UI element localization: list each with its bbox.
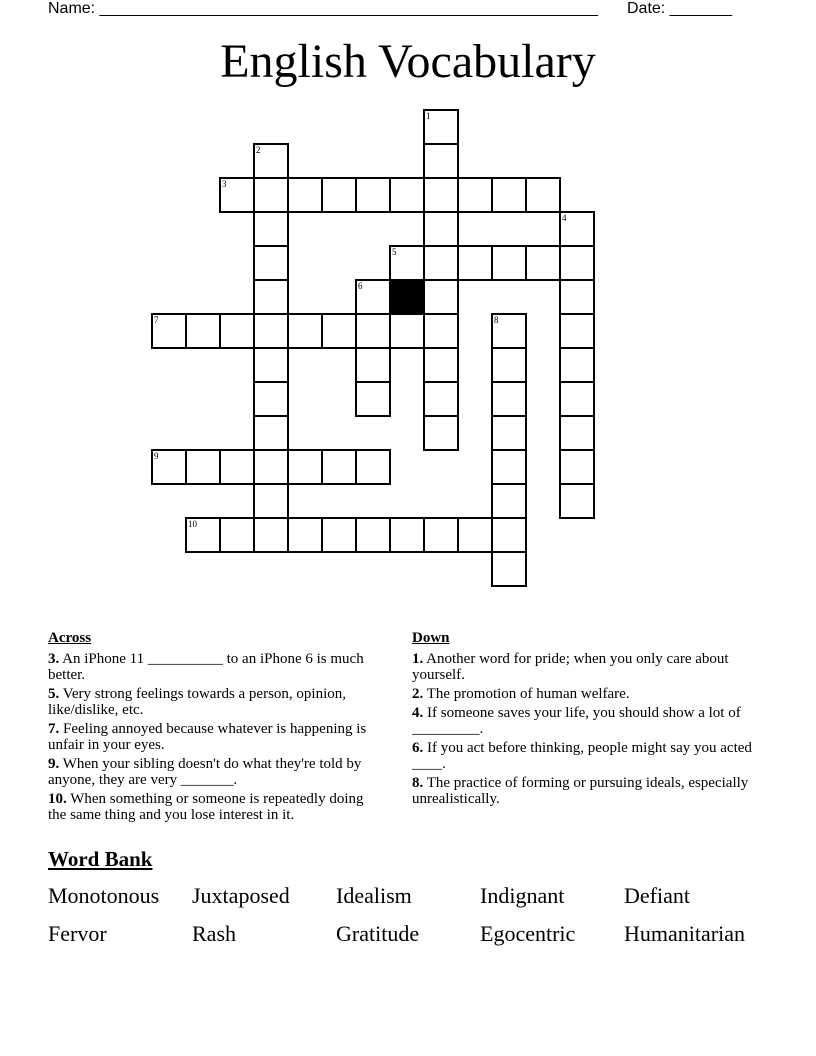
clue-number-label: 9. xyxy=(48,756,60,772)
word-bank-item: Rash xyxy=(192,921,236,946)
grid-cell[interactable] xyxy=(389,517,425,553)
grid-cell[interactable] xyxy=(253,245,289,281)
grid-cell[interactable] xyxy=(355,313,391,349)
grid-cell[interactable] xyxy=(491,483,527,519)
grid-cell[interactable] xyxy=(389,245,425,281)
grid-cell[interactable] xyxy=(423,109,459,145)
word-bank-item: Gratitude xyxy=(336,921,420,946)
grid-cell[interactable] xyxy=(559,279,595,315)
grid-cell[interactable] xyxy=(491,347,527,383)
clue-number-label: 10. xyxy=(48,791,67,807)
grid-cell[interactable] xyxy=(253,449,289,485)
clue-text: The promotion of human welfare. xyxy=(423,686,630,702)
black-cell xyxy=(389,279,425,315)
clue-number: 4 xyxy=(562,213,567,223)
grid-cell[interactable] xyxy=(287,449,323,485)
clue-number: 3 xyxy=(222,179,227,189)
clue-text: Another word for pride; when you only care about yourself. xyxy=(412,651,729,683)
across-clue xyxy=(48,791,383,823)
name-field[interactable]: Name: ________________________________________________________ xyxy=(48,0,598,17)
grid-cell[interactable] xyxy=(355,347,391,383)
grid-cell[interactable] xyxy=(423,517,459,553)
grid-cell[interactable] xyxy=(321,313,357,349)
grid-cell[interactable] xyxy=(457,517,493,553)
grid-cell[interactable] xyxy=(559,211,595,247)
down-heading: Down xyxy=(412,630,450,646)
clue-number: 8 xyxy=(494,315,499,325)
grid-cell[interactable] xyxy=(457,245,493,281)
grid-cell[interactable] xyxy=(525,177,561,213)
down-clues xyxy=(412,630,762,810)
clue-number: 10 xyxy=(188,519,197,529)
grid-cell[interactable] xyxy=(287,177,323,213)
clue-number: 1 xyxy=(426,111,431,121)
down-clue xyxy=(412,705,762,737)
grid-cell[interactable] xyxy=(559,381,595,417)
clue-number: 7 xyxy=(154,315,159,325)
grid-cell[interactable] xyxy=(355,279,391,315)
clue-number-label: 6. xyxy=(412,740,424,756)
grid-cell[interactable] xyxy=(423,279,459,315)
grid-cell[interactable] xyxy=(253,313,289,349)
grid-cell[interactable] xyxy=(491,551,527,587)
grid-cell[interactable] xyxy=(321,177,357,213)
grid-cell[interactable] xyxy=(185,517,221,553)
word-bank-item: Juxtaposed xyxy=(192,883,290,908)
clue-text: If someone saves your life, you should show a lot of _________. xyxy=(412,705,741,737)
clue-text: When something or someone is repeatedly doing the same thing and you lose interest in it. xyxy=(48,791,364,823)
down-clue xyxy=(412,740,762,772)
grid-cell[interactable] xyxy=(423,381,459,417)
grid-cell[interactable] xyxy=(559,245,595,281)
grid-cell[interactable] xyxy=(253,177,289,213)
grid-cell[interactable] xyxy=(423,415,459,451)
grid-cell[interactable] xyxy=(151,313,187,349)
clue-number: 9 xyxy=(154,451,159,461)
grid-cell[interactable] xyxy=(185,313,221,349)
across-heading: Across xyxy=(48,630,92,646)
clue-number-label: 4. xyxy=(412,705,424,721)
grid-cell[interactable] xyxy=(219,449,255,485)
grid-cell[interactable] xyxy=(219,517,255,553)
grid-cell[interactable] xyxy=(219,177,255,213)
across-clues xyxy=(48,630,383,826)
clue-number: 5 xyxy=(392,247,397,257)
grid-cell[interactable] xyxy=(559,347,595,383)
word-bank-item: Indignant xyxy=(480,883,565,908)
clue-number-label: 5. xyxy=(48,686,60,702)
grid-cell[interactable] xyxy=(253,143,289,179)
grid-cell[interactable] xyxy=(423,177,459,213)
grid-cell[interactable] xyxy=(559,415,595,451)
grid-cell[interactable] xyxy=(525,245,561,281)
grid-cell[interactable] xyxy=(423,143,459,179)
grid-cell[interactable] xyxy=(423,211,459,247)
grid-cell[interactable] xyxy=(559,449,595,485)
grid-cell[interactable] xyxy=(389,177,425,213)
clue-text: An iPhone 11 __________ to an iPhone 6 is much better. xyxy=(48,651,364,683)
grid-cell[interactable] xyxy=(355,381,391,417)
grid-cell[interactable] xyxy=(389,313,425,349)
grid-cell[interactable] xyxy=(559,313,595,349)
grid-cell[interactable] xyxy=(491,449,527,485)
grid-cell[interactable] xyxy=(219,313,255,349)
clue-text: When your sibling doesn't do what they're told by anyone, they are very _______. xyxy=(48,756,362,788)
across-clue xyxy=(48,686,383,718)
across-clue xyxy=(48,721,383,753)
clue-text: Feeling annoyed because whatever is happening is unfair in your eyes. xyxy=(48,721,367,753)
across-clue xyxy=(48,756,383,788)
word-bank-item: Fervor xyxy=(48,921,107,946)
grid-cell[interactable] xyxy=(253,483,289,519)
clue-text: If you act before thinking, people might say you acted ____. xyxy=(412,740,752,772)
grid-cell[interactable] xyxy=(423,313,459,349)
down-clue xyxy=(412,686,762,702)
date-field[interactable]: Date: _______ xyxy=(627,0,732,17)
word-bank-item: Monotonous xyxy=(48,883,160,908)
grid-cell[interactable] xyxy=(423,245,459,281)
clue-number-label: 3. xyxy=(48,651,60,667)
grid-cell[interactable] xyxy=(355,517,391,553)
grid-cell[interactable] xyxy=(253,211,289,247)
clue-text: The practice of forming or pursuing ideals, especially unrealistically. xyxy=(412,775,749,807)
grid-cell[interactable] xyxy=(253,415,289,451)
grid-cell[interactable] xyxy=(491,517,527,553)
grid-cell[interactable] xyxy=(151,449,187,485)
clue-number-label: 2. xyxy=(412,686,424,702)
grid-cell[interactable] xyxy=(355,177,391,213)
down-clue xyxy=(412,775,762,807)
grid-cell[interactable] xyxy=(253,279,289,315)
clue-number-label: 8. xyxy=(412,775,424,791)
grid-cell[interactable] xyxy=(287,517,323,553)
clue-number: 6 xyxy=(358,281,363,291)
grid-cell[interactable] xyxy=(253,347,289,383)
grid-cell[interactable] xyxy=(355,449,391,485)
clue-number-label: 7. xyxy=(48,721,60,737)
clue-text: Very strong feelings towards a person, opinion, like/dislike, etc. xyxy=(48,686,347,718)
across-clue xyxy=(48,651,383,683)
word-bank xyxy=(48,884,788,946)
down-clue xyxy=(412,651,762,683)
grid-cell[interactable] xyxy=(491,245,527,281)
grid-cell[interactable] xyxy=(321,449,357,485)
grid-cell[interactable] xyxy=(559,483,595,519)
word-bank-item: Defiant xyxy=(624,883,690,908)
grid-cell[interactable] xyxy=(321,517,357,553)
grid-cell[interactable] xyxy=(491,177,527,213)
word-bank-heading: Word Bank xyxy=(48,847,153,871)
grid-cell[interactable] xyxy=(253,381,289,417)
page-title: English Vocabulary xyxy=(220,35,596,88)
grid-cell[interactable] xyxy=(287,313,323,349)
word-bank-item: Humanitarian xyxy=(624,921,745,946)
clue-number-label: 1. xyxy=(412,651,424,667)
grid-cell[interactable] xyxy=(457,177,493,213)
grid-cell[interactable] xyxy=(491,313,527,349)
grid-cell[interactable] xyxy=(253,517,289,553)
word-bank-item: Idealism xyxy=(336,883,412,908)
grid-cell[interactable] xyxy=(185,449,221,485)
clue-number: 2 xyxy=(256,145,261,155)
grid-cell[interactable] xyxy=(423,347,459,383)
word-bank-item: Egocentric xyxy=(480,921,576,946)
grid-cell[interactable] xyxy=(491,415,527,451)
grid-cell[interactable] xyxy=(491,381,527,417)
